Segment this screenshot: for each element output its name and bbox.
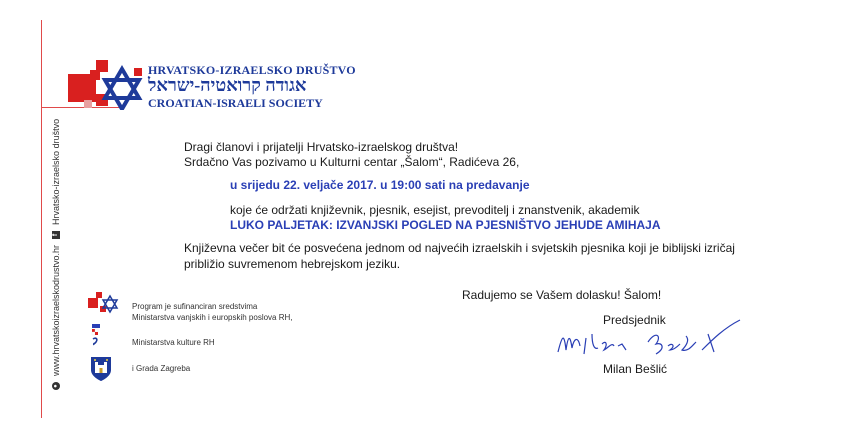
invitation: Srdačno Vas pozivamo u Kulturni centar „Šalom“, Radićeva 26, [184,155,520,169]
society-logo [60,60,146,110]
logo-square [134,68,142,76]
speaker-line: koje će održati književnik, pjesnik, esejist, prevoditelj i znanstvenik, akademik [230,203,640,217]
description-line-2: približio suvremenom hebrejskom jeziku. [184,257,401,271]
event-date: u srijedu 22. veljače 2017. u 19:00 sati na predavanje [230,178,530,192]
handwritten-signature [552,316,752,364]
zagreb-coat-of-arms-icon [90,356,112,382]
signature-name: Milan Bešlić [603,362,668,376]
star-of-david-icon [105,69,139,109]
greeting: Dragi članovi i prijatelji Hrvatsko-izraelskog društva! [184,140,459,154]
closing: Radujemo se Vašem dolasku! Šalom! [462,288,662,302]
sponsor-line-3: Ministarstva kulture RH [132,338,215,347]
globe-icon: ● [52,382,60,390]
society-mini-logo [86,292,122,320]
sponsor-line-4: i Grada Zagreba [132,364,191,373]
description-line-1: Književna večer bit će posvećena jednom od najvećih izraelskih i svjetskih pjesnika koji je biblijski izričaj [184,241,735,255]
sidebar-contact [51,119,61,390]
facebook-icon: f [52,231,60,239]
facebook-link[interactable]: Hrvatsko-izraelsko društvo [51,118,61,225]
croatian-coat-of-arms-icon [90,324,102,348]
org-name-hebrew: אגודה קרואטיה-ישראל [148,75,307,95]
org-name-english: CROATIAN-ISRAELI SOCIETY [148,96,323,110]
signature-title: Predsjednik [603,313,666,327]
logo-square [90,70,100,80]
sponsor-line-1: Program je sufinanciran sredstvima [132,302,258,311]
lecture-title: LUKO PALJETAK: IZVANJSKI POGLED NA PJESNIŠTVO JEHUDE AMIHAJA [230,218,661,232]
left-red-rule [41,20,42,418]
logo-square [84,100,92,108]
sponsor-line-2: Ministarstva vanjskih i europskih poslova RH, [132,313,293,322]
org-name-croatian: HRVATSKO-IZRAELSKO DRUŠTVO [148,63,356,77]
website-link[interactable]: www.hrvatskoizraelskodrustvo.hr [51,244,61,376]
